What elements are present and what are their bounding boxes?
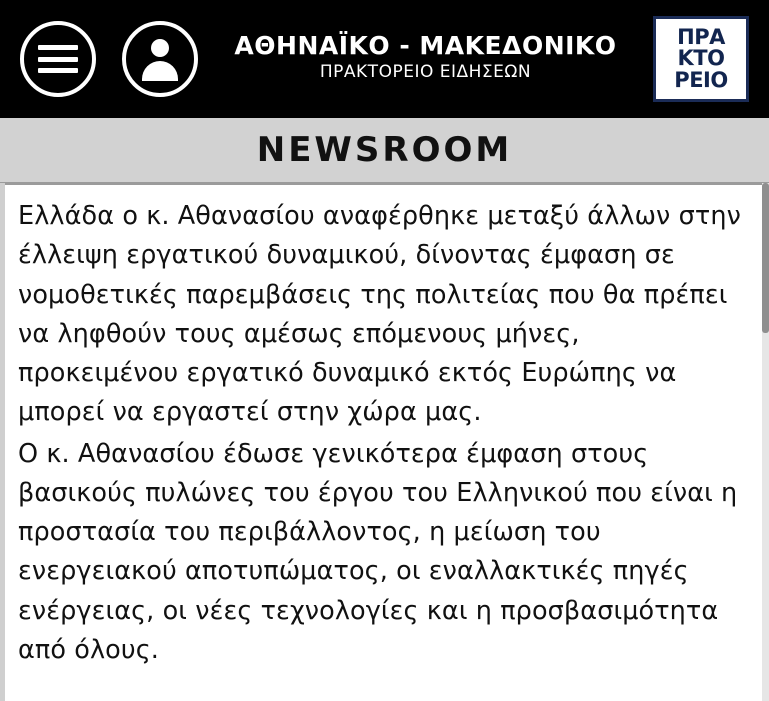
vertical-scrollbar[interactable]: [762, 183, 769, 701]
section-header-band: [0, 118, 769, 183]
brand-title-block: [198, 32, 653, 82]
agency-logo-line-3: ΡΕΙΟ: [674, 67, 728, 92]
scrollbar-thumb[interactable]: [762, 183, 769, 333]
brand-title-sub: ΠΡΑΚΤΟΡΕΙΟ ΕΙΔΗΣΕΩΝ: [319, 61, 532, 82]
agency-logo[interactable]: [653, 16, 749, 102]
page-title: NEWSROOM: [256, 130, 513, 170]
article-content-area[interactable]: [0, 183, 769, 701]
article-paragraph: Ελλάδα ο κ. Αθανασίου αναφέρθηκε μεταξύ άλλων στην έλλειψη εργατικού δυναμικού, δίνοντας έμφαση σε νομοθετικές παρεμβάσεις της πολιτείας που θα πρέπει να ληφθούν τους αμέσως επόμενους μήνες, προκειμένου εργατικό δυναμικό εκτός Ευρώπης να μπορεί να εργαστεί στην χώρα μας.: [18, 201, 741, 428]
agency-logo-line-1: ΠΡΑ: [677, 24, 725, 49]
article-paragraph: Ο κ. Αθανασίου έδωσε γενικότερα έμφαση στους βασικούς πυλώνες του έργου του Ελληνικού που είναι η προστασία του περιβάλλοντος, η μείωση του ενεργειακού αποτυπώματος, οι εναλλακτικές πηγές ενέργειας, οι νέες τεχνολογίες και η προσβασιμότητα από όλους.: [18, 438, 738, 665]
article-body: [18, 197, 747, 670]
user-avatar-icon: [138, 37, 182, 81]
agency-logo-line-2: ΚΤΟ: [677, 46, 725, 71]
user-account-button[interactable]: [122, 21, 198, 97]
top-navigation-bar: [0, 0, 769, 118]
content-top-divider: [0, 183, 769, 185]
hamburger-menu-icon: [38, 45, 78, 73]
hamburger-menu-button[interactable]: [20, 21, 96, 97]
brand-title-main: ΑΘΗΝΑΪΚΟ - ΜΑΚΕΔΟΝΙΚΟ: [234, 30, 617, 60]
left-edge-strip: [0, 183, 5, 701]
